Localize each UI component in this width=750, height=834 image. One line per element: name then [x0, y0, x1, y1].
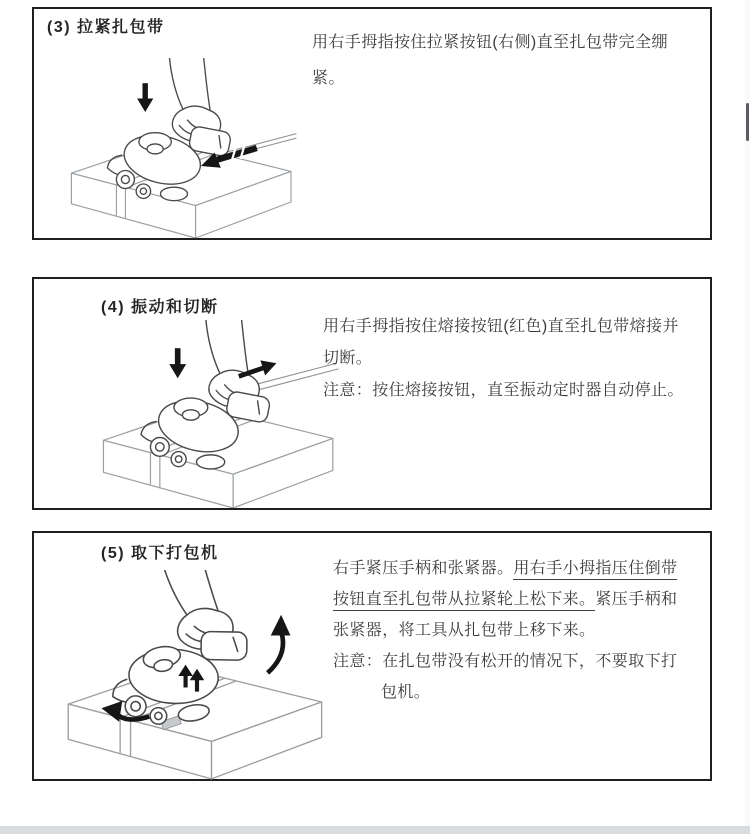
section-title: (5) 取下打包机: [101, 545, 219, 562]
section-title: (3) 拉紧扎包带: [47, 19, 165, 36]
bottom-gray-bar: [0, 826, 750, 834]
text-line: [333, 615, 705, 646]
illustration-tensioning: [58, 58, 308, 238]
text-segment: 紧。: [312, 70, 345, 87]
section-tighten-strap: [32, 7, 712, 240]
text-line: [312, 61, 704, 97]
text-line: [333, 553, 705, 584]
handle-lift-curved-arrow-icon: [268, 615, 291, 673]
text-line: [323, 343, 705, 375]
text-segment-underlined: 用右手小拇指压住倒带: [513, 560, 677, 580]
scrollbar-track[interactable]: [745, 0, 750, 834]
section-vibrate-and-cut: [32, 277, 712, 510]
illustration-tool-removal: [62, 570, 332, 780]
text-segment: 注意：按住熔接按钮，直至振动定时器自动停止。: [323, 382, 684, 399]
text-line: [333, 677, 705, 708]
text-segment: 右手紧压手柄和张紧器。: [333, 560, 514, 577]
illustration-welding-cutting: [95, 320, 345, 508]
text-line: [323, 311, 705, 343]
text-line: [333, 584, 705, 615]
text-line: [323, 375, 705, 407]
text-line: [312, 25, 704, 61]
text-segment: 紧压手柄和: [595, 591, 678, 608]
text-segment: 包机。: [381, 684, 431, 701]
instruction-text: [312, 25, 704, 97]
text-segment: 注意：在扎包带没有松开的情况下，不要取下打: [333, 653, 678, 670]
text-segment: 切断。: [323, 350, 373, 367]
instruction-text: [323, 311, 705, 407]
scrollbar-thumb[interactable]: [746, 103, 749, 141]
text-segment-underlined: 按钮直至扎包带从拉紧轮上松下来。: [333, 591, 595, 611]
press-down-arrow-icon: [137, 83, 153, 112]
section-title: (4) 振动和切断: [101, 299, 219, 316]
text-segment: 用右手拇指按住拉紧按钮(右侧)直至扎包带完全绷: [312, 34, 668, 51]
section-remove-tool: [32, 531, 712, 781]
text-segment: 张紧器，将工具从扎包带上移下来。: [333, 622, 596, 639]
press-down-arrow-icon: [169, 348, 186, 378]
instruction-text: [333, 553, 705, 708]
text-line: [333, 646, 705, 677]
text-segment: 用右手拇指按住熔接按钮(红色)直至扎包带熔接并: [323, 318, 679, 335]
